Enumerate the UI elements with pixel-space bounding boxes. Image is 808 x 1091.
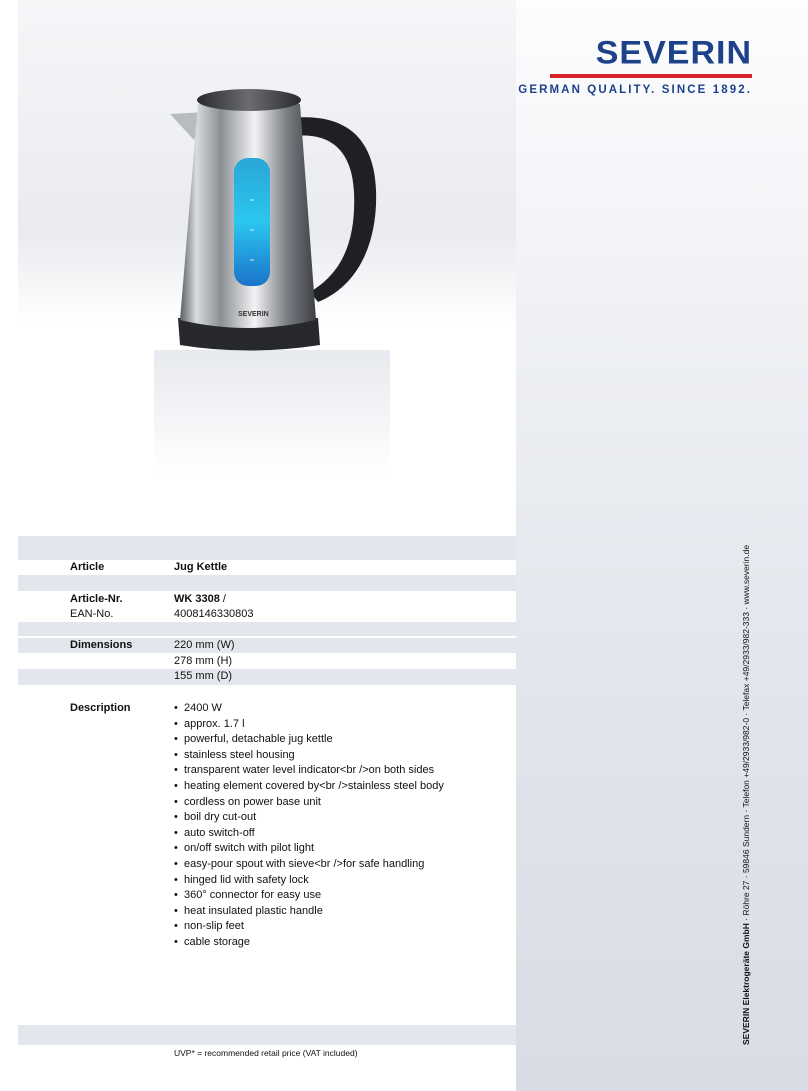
- article-value: Jug Kettle: [174, 561, 228, 573]
- list-item: • heat insulated plastic handle: [174, 904, 444, 920]
- row-dimensions: [18, 638, 516, 653]
- company-details: · Röhre 27 · 59846 Sundern · Telefon +49/2933/982-0 · Telefax +49/2933/982-333 · www.severin.de: [741, 544, 751, 924]
- list-item: • heating element covered by<br />stainless steel body: [174, 779, 444, 795]
- dimension-width: 220 mm (W): [174, 639, 235, 651]
- list-item: • boil dry cut-out: [174, 810, 444, 826]
- water-level-window: [234, 158, 270, 286]
- brand-red-rule: [550, 74, 752, 78]
- sidebar-panel: [516, 0, 808, 1091]
- company-info: [741, 545, 751, 1045]
- ean-label: EAN-No.: [70, 608, 114, 620]
- row-dimensions: [18, 654, 516, 669]
- list-item: • non-slip feet: [174, 919, 444, 935]
- row-article-nr: [18, 592, 516, 607]
- list-item: • easy-pour spout with sieve<br />for safe handling: [174, 857, 444, 873]
- table-band: [18, 575, 516, 591]
- list-item: • on/off switch with pilot light: [174, 841, 444, 857]
- table-band: [18, 1025, 516, 1045]
- list-item: • auto switch-off: [174, 826, 444, 842]
- article-label: Article: [70, 561, 105, 573]
- footnote: UVP* = recommended retail price (VAT included): [174, 1048, 358, 1058]
- dimensions-label: Dimensions: [70, 639, 133, 651]
- list-item: • powerful, detachable jug kettle: [174, 732, 444, 748]
- dimension-height: 278 mm (H): [174, 655, 233, 667]
- company-name: SEVERIN Elektrogeräte GmbH: [741, 923, 751, 1045]
- article-nr-label: Article-Nr.: [70, 593, 123, 605]
- row-ean: [18, 607, 516, 622]
- kettle-lid: [197, 89, 301, 111]
- article-nr-suffix: /: [219, 593, 226, 605]
- list-item: • 2400 W: [174, 701, 444, 717]
- brand-logo-block: [518, 36, 752, 96]
- table-band: [18, 622, 516, 636]
- list-item: • stainless steel housing: [174, 748, 444, 764]
- description-label: Description: [70, 702, 131, 714]
- row-dimensions: [18, 669, 516, 684]
- list-item: • hinged lid with safety lock: [174, 873, 444, 889]
- article-nr-value-wrap: [174, 592, 226, 607]
- list-item: • transparent water level indicator<br />on both sides: [174, 763, 444, 779]
- list-item: • 360° connector for easy use: [174, 888, 444, 904]
- list-item: • cable storage: [174, 935, 444, 951]
- ean-value: 4008146330803: [174, 608, 254, 620]
- brand-logo: SEVERIN: [595, 34, 752, 72]
- brand-tagline: GERMAN QUALITY. SINCE 1892.: [518, 84, 752, 96]
- table-band: [18, 536, 516, 560]
- kettle-badge: SEVERIN: [238, 311, 269, 318]
- product-photo: [18, 0, 516, 520]
- article-nr-value: WK 3308: [174, 593, 220, 605]
- dimension-depth: 155 mm (D): [174, 670, 233, 682]
- row-article: [18, 560, 516, 575]
- list-item: • cordless on power base unit: [174, 795, 444, 811]
- list-item: • approx. 1.7 l: [174, 717, 444, 733]
- description-list: [174, 701, 444, 951]
- kettle-image: [18, 0, 516, 520]
